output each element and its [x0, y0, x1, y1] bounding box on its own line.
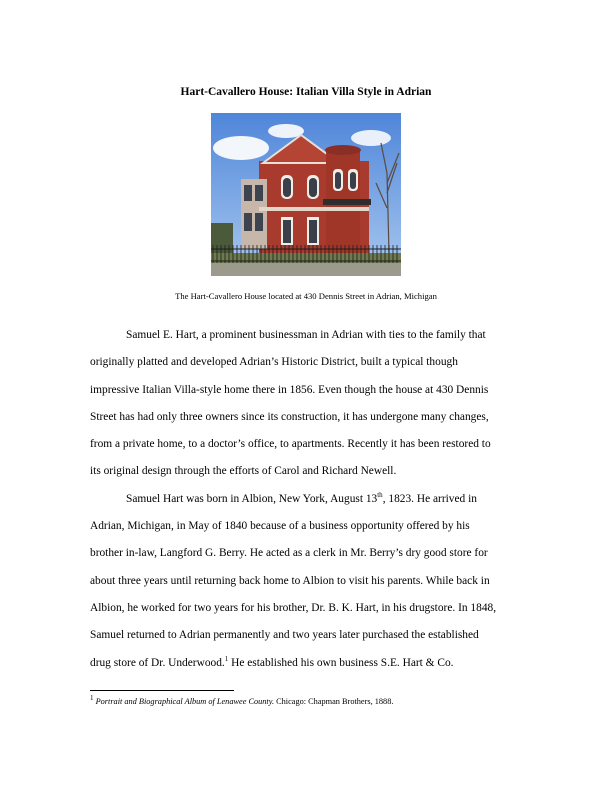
house-photo [211, 113, 401, 276]
footnote [90, 694, 394, 706]
text-line: about three years until returning back home to Albion to visit his parents. While back in [90, 574, 490, 587]
paragraph-2 [90, 486, 526, 677]
footnote-citation: Chicago: Chapman Brothers, 1888. [274, 697, 394, 706]
photo-caption: The Hart-Cavallero House located at 430 Dennis Street in Adrian, Michigan [175, 291, 437, 301]
text-line: Samuel returned to Adrian permanently and two years later purchased the established [90, 629, 479, 642]
text-line: Albion, he worked for two years for his brother, Dr. B. K. Hart, in his drugstore. In 1848, [90, 601, 497, 614]
text-segment: He established his own business S.E. Hart & Co. [228, 656, 454, 669]
page-title: Hart-Cavallero House: Italian Villa Style in Adrian [180, 86, 432, 98]
footnote-source: Portrait and Biographical Album of Lenawee County. [95, 697, 275, 706]
text-segment: drug store of Dr. Underwood. [90, 656, 225, 669]
footnote-marker: 1 [90, 694, 94, 703]
text-line [90, 486, 526, 513]
text-segment: , 1823. He arrived in [382, 492, 477, 505]
text-line: its original design through the efforts of Carol and Richard Newell. [90, 465, 397, 478]
text-line: Adrian, Michigan, in May of 1840 because of a business opportunity offered by his [90, 520, 470, 533]
text-segment: Samuel Hart was born in Albion, New York, August 13 [126, 492, 378, 505]
text-line: brother in-law, Langford G. Berry. He acted as a clerk in Mr. Berry’s dry good store for [90, 547, 488, 560]
text-line: impressive Italian Villa-style home there in 1856. Even though the house at 430 Dennis [90, 383, 489, 396]
text-line: Samuel E. Hart, a prominent businessman in Adrian with ties to the family that [126, 329, 486, 341]
text-line: Street has had only three owners since its construction, it has undergone many changes, [90, 410, 489, 423]
text-line: from a private home, to a doctor’s office, to apartments. Recently it has been restored to [90, 438, 491, 451]
text-line [90, 650, 526, 677]
footnote-divider [90, 690, 234, 691]
text-line: originally platted and developed Adrian’s Historic District, built a typical though [90, 356, 458, 369]
superscript: th [377, 490, 383, 499]
footnote-reference[interactable]: 1 [224, 654, 229, 663]
paragraph-1 [90, 322, 526, 486]
body-text [90, 322, 526, 677]
